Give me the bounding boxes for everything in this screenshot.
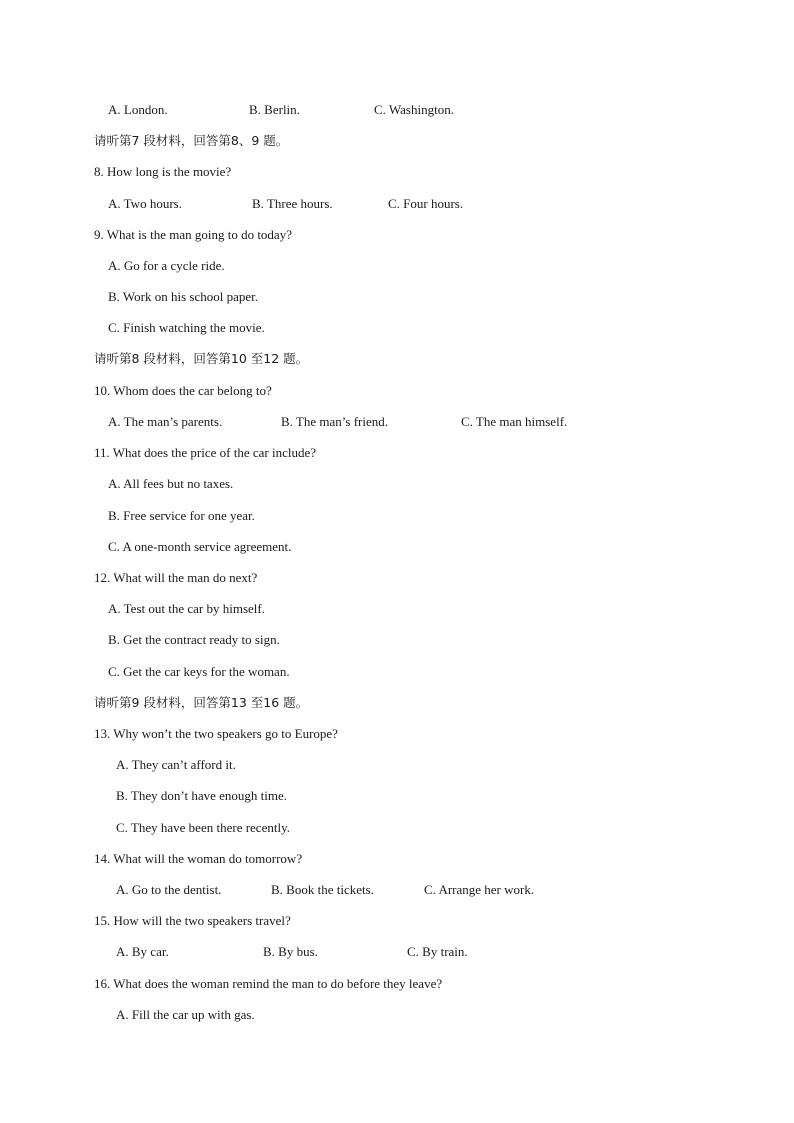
q16-question: 16. What does the woman remind the man to do before they leave? (94, 976, 443, 991)
section-8-instruction: 请听第8 段材料，回答第10 至12 题。 (94, 351, 309, 366)
q8-option-a: A. Two hours. (108, 196, 182, 211)
q12-question: 12. What will the man do next? (94, 570, 258, 585)
q15-option-b: B. By bus. (263, 944, 318, 959)
q9-option-a: A. Go for a cycle ride. (108, 258, 225, 273)
q12-option-b: B. Get the contract ready to sign. (108, 632, 280, 647)
q13-option-b: B. They don’t have enough time. (116, 788, 288, 803)
q12-option-a: A. Test out the car by himself. (108, 601, 265, 616)
q13-option-a: A. They can’t afford it. (116, 757, 236, 772)
q15-question: 15. How will the two speakers travel? (94, 913, 291, 928)
q11-option-c: C. A one-month service agreement. (108, 539, 292, 554)
section-7-instruction: 请听第7 段材料，回答第8、9 题。 (94, 133, 289, 148)
q8-option-b: B. Three hours. (252, 196, 333, 211)
q10-option-c: C. The man himself. (461, 414, 568, 429)
q16-option-a: A. Fill the car up with gas. (116, 1007, 255, 1022)
q10-option-a: A. The man’s parents. (108, 414, 223, 429)
q8-option-c: C. Four hours. (388, 196, 464, 211)
q15-option-a: A. By car. (116, 944, 169, 959)
q11-option-b: B. Free service for one year. (108, 508, 255, 523)
section-9-instruction: 请听第9 段材料，回答第13 至16 题。 (94, 695, 309, 710)
q9-option-b: B. Work on his school paper. (108, 289, 259, 304)
q14-option-a: A. Go to the dentist. (116, 882, 222, 897)
q14-option-c: C. Arrange her work. (424, 882, 535, 897)
q9-question: 9. What is the man going to do today? (94, 227, 292, 242)
q7-option-b: B. Berlin. (249, 102, 300, 117)
q7-option-a: A. London. (108, 102, 168, 117)
q10-option-b: B. The man’s friend. (281, 414, 388, 429)
q11-question: 11. What does the price of the car include? (94, 445, 316, 460)
q11-option-a: A. All fees but no taxes. (108, 476, 234, 491)
q14-option-b: B. Book the tickets. (271, 882, 374, 897)
q14-question: 14. What will the woman do tomorrow? (94, 851, 303, 866)
q9-option-c: C. Finish watching the movie. (108, 320, 265, 335)
q8-question: 8. How long is the movie? (94, 164, 232, 179)
q13-question: 13. Why won’t the two speakers go to Europe? (94, 726, 338, 741)
q15-option-c: C. By train. (407, 944, 468, 959)
q13-option-c: C. They have been there recently. (116, 820, 290, 835)
q12-option-c: C. Get the car keys for the woman. (108, 664, 290, 679)
q10-question: 10. Whom does the car belong to? (94, 383, 272, 398)
q7-option-c: C. Washington. (374, 102, 454, 117)
